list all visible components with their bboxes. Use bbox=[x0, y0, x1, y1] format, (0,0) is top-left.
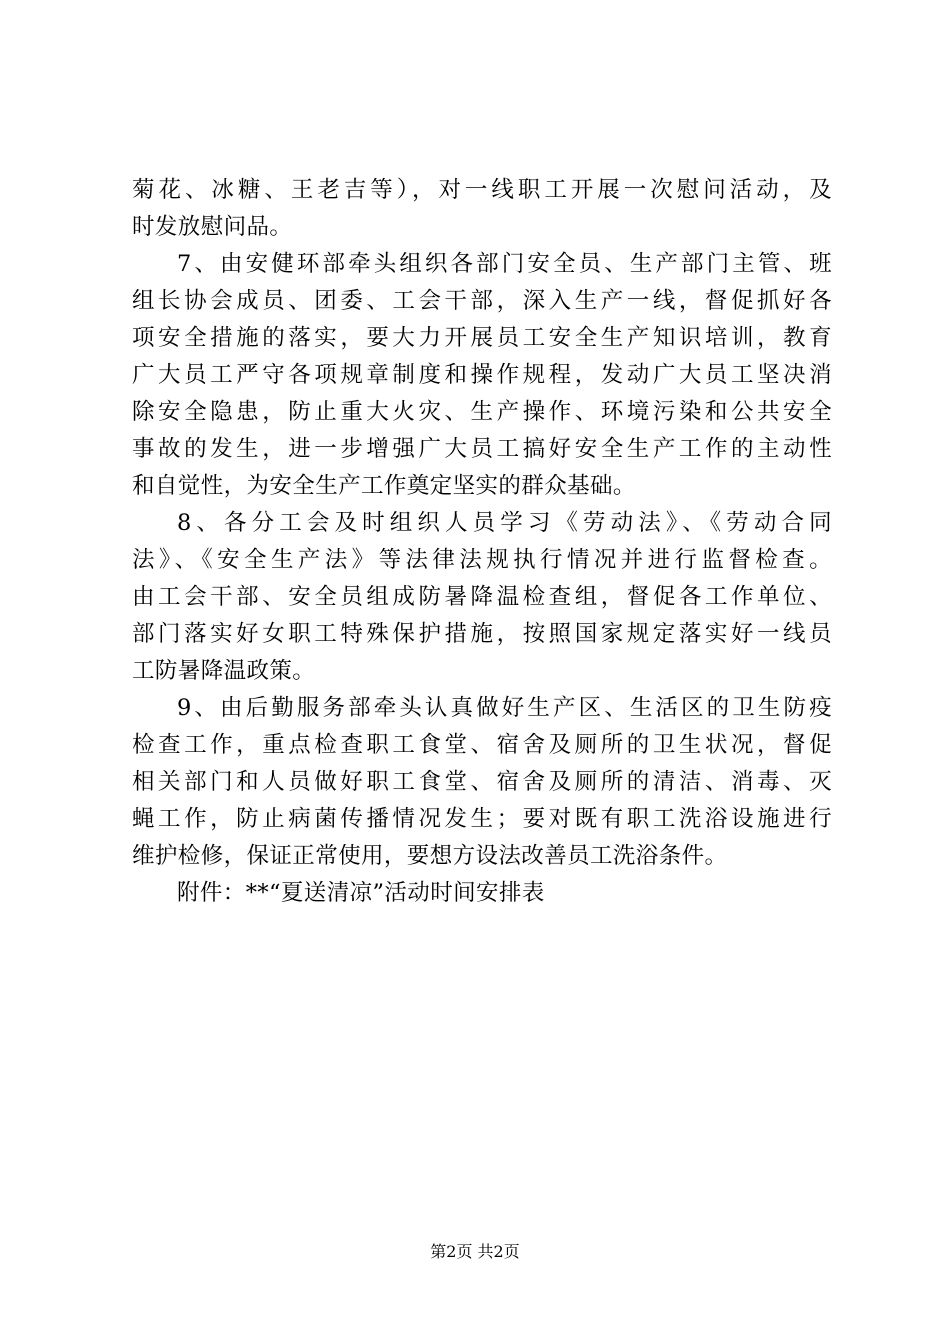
text-line: 菊花、冰糖、王老吉等），对一线职工开展一次慰问活动，及 bbox=[132, 177, 832, 203]
paragraph-8-start: 8、各分工会及时组织人员学习《劳动法》、《劳动合同 bbox=[177, 510, 832, 536]
text-line: 项安全措施的落实，要大力开展员工安全生产知识培训，教育 bbox=[132, 325, 832, 351]
attachment-line: 附件：**“夏送清凉”活动时间安排表 bbox=[177, 880, 545, 906]
text-line: 除安全隐患，防止重大火灾、生产操作、环境污染和公共安全 bbox=[132, 399, 832, 425]
text-line: 工防暑降温政策。 bbox=[132, 658, 316, 684]
text-line: 相关部门和人员做好职工食堂、宿舍及厕所的清洁、消毒、灭 bbox=[132, 769, 832, 795]
text-line: 蝇工作，防止病菌传播情况发生；要对既有职工洗浴设施进行 bbox=[132, 806, 832, 832]
text-line: 由工会干部、安全员组成防暑降温检查组，督促各工作单位、 bbox=[132, 584, 832, 610]
text-line: 组长协会成员、团委、工会干部，深入生产一线，督促抓好各 bbox=[132, 288, 832, 314]
text-line: 检查工作，重点检查职工食堂、宿舍及厕所的卫生状况，督促 bbox=[132, 732, 832, 758]
text-line: 维护检修，保证正常使用，要想方设法改善员工洗浴条件。 bbox=[132, 843, 728, 869]
document-body bbox=[132, 172, 832, 912]
page-number-footer: 第2页 共2页 bbox=[430, 1242, 520, 1261]
text-line: 和自觉性，为安全生产工作奠定坚实的群众基础。 bbox=[132, 473, 636, 499]
paragraph-7-start: 7、由安健环部牵头组织各部门安全员、生产部门主管、班 bbox=[177, 251, 832, 277]
paragraph-9-start: 9、由后勤服务部牵头认真做好生产区、生活区的卫生防疫 bbox=[177, 695, 832, 721]
text-line: 时发放慰问品。 bbox=[132, 214, 293, 240]
text-line: 法》、《安全生产法》等法律法规执行情况并进行监督检查。 bbox=[132, 547, 832, 573]
text-line: 广大员工严守各项规章制度和操作规程，发动广大员工坚决消 bbox=[132, 362, 832, 388]
text-line: 部门落实好女职工特殊保护措施，按照国家规定落实好一线员 bbox=[132, 621, 832, 647]
text-line: 事故的发生，进一步增强广大员工搞好安全生产工作的主动性 bbox=[132, 436, 832, 462]
